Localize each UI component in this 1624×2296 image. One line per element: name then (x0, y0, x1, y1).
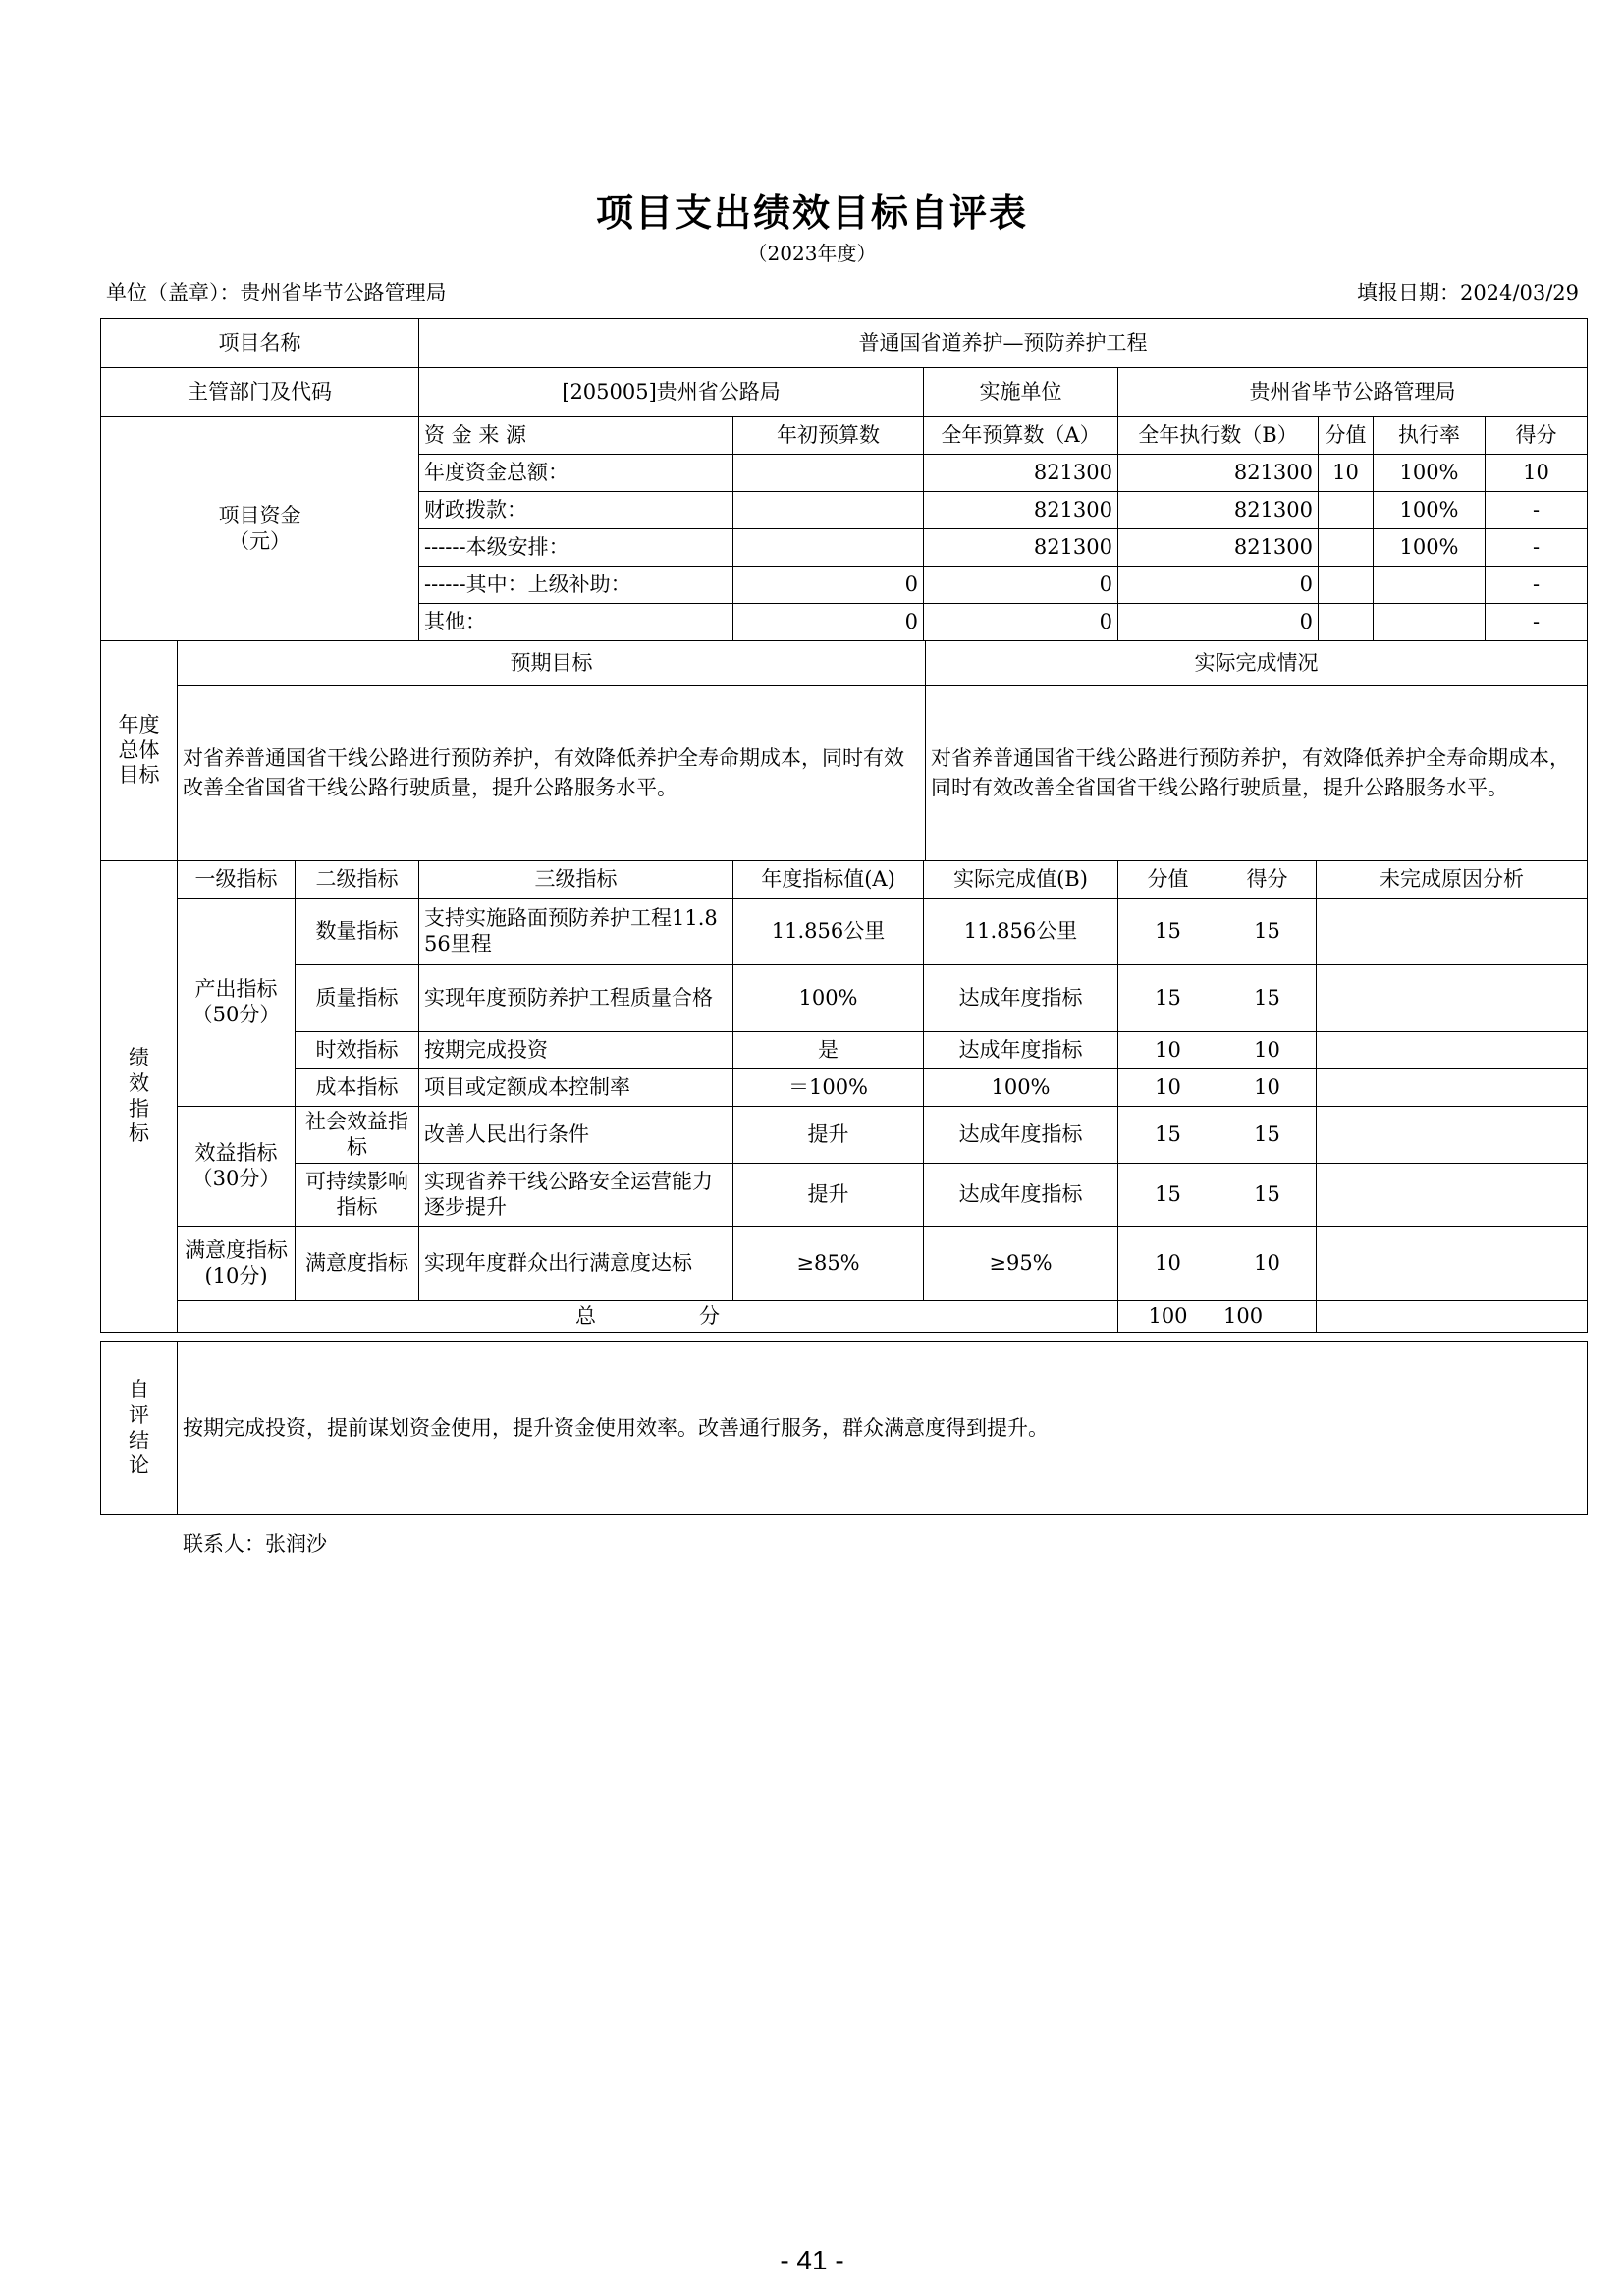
indicators-header-actual: 实际完成值(B) (924, 861, 1118, 899)
funds-header-source: 资 金 来 源 (419, 417, 733, 455)
indicator-reason (1317, 899, 1588, 965)
indicator-level1: 产出指标（50分） (178, 899, 296, 1107)
funds-executed: 821300 (1118, 529, 1319, 567)
indicator-score: 15 (1218, 1107, 1317, 1164)
indicator-actual: ≥95% (924, 1227, 1118, 1301)
indicators-header-score: 得分 (1218, 861, 1317, 899)
funds-rate (1374, 604, 1486, 641)
indicator-level3: 项目或定额成本控制率 (419, 1069, 733, 1107)
indicator-total-label: 总 分 (178, 1301, 1118, 1333)
indicator-level1: 满意度指标(10分) (178, 1227, 296, 1301)
indicator-level2: 数量指标 (296, 899, 419, 965)
indicator-score-value: 10 (1118, 1069, 1218, 1107)
indicator-score-value: 15 (1118, 1164, 1218, 1227)
conclusion-section-label (101, 1342, 178, 1515)
conclusion-row (101, 1342, 1588, 1515)
implementer-value: 贵州省毕节公路管理局 (1118, 368, 1588, 417)
goals-content-row (101, 686, 1588, 861)
funds-section-unit: （元） (229, 528, 291, 553)
indicator-score-value: 15 (1118, 899, 1218, 965)
funds-source: 年度资金总额： (419, 455, 733, 492)
indicator-target: 提升 (733, 1107, 924, 1164)
funds-header-rate: 执行率 (1374, 417, 1486, 455)
indicators-header-level2: 二级指标 (296, 861, 419, 899)
indicator-level3: 实现省养干线公路安全运营能力逐步提升 (419, 1164, 733, 1227)
indicator-reason (1317, 1032, 1588, 1069)
funds-executed: 821300 (1118, 492, 1319, 529)
conclusion-table (100, 1341, 1588, 1515)
page-title: 项目支出绩效目标自评表 (595, 191, 1028, 235)
funds-header-annual: 全年预算数（A） (924, 417, 1118, 455)
funds-initial: 0 (733, 567, 924, 604)
funds-annual: 821300 (924, 492, 1118, 529)
indicator-score-value: 15 (1118, 965, 1218, 1032)
indicator-level3: 实现年度群众出行满意度达标 (419, 1227, 733, 1301)
funds-rate: 100% (1374, 455, 1486, 492)
indicator-reason (1317, 1227, 1588, 1301)
indicator-actual: 100% (924, 1069, 1118, 1107)
indicator-total-reason (1317, 1301, 1588, 1333)
conclusion-text: 按期完成投资，提前谋划资金使用，提升资金使用效率。改善通行服务，群众满意度得到提升。 (178, 1342, 1588, 1515)
indicator-level2: 成本指标 (296, 1069, 419, 1107)
indicators-header-reason: 未完成原因分析 (1317, 861, 1588, 899)
indicators-header-row (101, 861, 1588, 899)
funds-score-value (1319, 529, 1374, 567)
funds-section-title: 项目资金 (218, 503, 301, 527)
indicator-reason (1317, 1164, 1588, 1227)
evaluation-form-table (100, 318, 1588, 417)
indicators-header-level3: 三级指标 (419, 861, 733, 899)
indicator-actual: 达成年度指标 (924, 1107, 1118, 1164)
funds-initial (733, 492, 924, 529)
funds-header-score: 得分 (1486, 417, 1588, 455)
goals-header-row (101, 641, 1588, 686)
indicator-level1: 效益指标（30分） (178, 1107, 296, 1227)
indicator-target: 提升 (733, 1164, 924, 1227)
funds-score-value (1319, 567, 1374, 604)
indicator-score: 10 (1218, 1227, 1317, 1301)
indicators-section-text: 绩效指标 (129, 1046, 149, 1146)
contact-person: 联系人：张润沙 (183, 1532, 327, 1556)
indicator-level3: 实现年度预防养护工程质量合格 (419, 965, 733, 1032)
funds-rate (1374, 567, 1486, 604)
fill-date: 填报日期：2024/03/29 (1356, 281, 1579, 304)
indicator-level2: 社会效益指标 (296, 1107, 419, 1164)
funds-header-row (101, 417, 1588, 455)
indicator-total-row (101, 1301, 1588, 1333)
indicator-score: 10 (1218, 1032, 1317, 1069)
goals-expected-text: 对省养普通国省干线公路进行预防养护，有效降低养护全寿命期成本，同时有效改善全省国省干线公路行驶质量，提升公路服务水平。 (178, 686, 926, 861)
indicator-total-score-value: 100 (1118, 1301, 1218, 1333)
indicator-target: 11.856公里 (733, 899, 924, 965)
funds-header-executed: 全年执行数（B） (1118, 417, 1319, 455)
funds-source: 其他： (419, 604, 733, 641)
indicator-total-score: 100 (1218, 1301, 1317, 1333)
indicator-level2: 时效指标 (296, 1032, 419, 1069)
unit-label: 单位（盖章）：贵州省毕节公路管理局 (106, 281, 447, 304)
indicators-header-target: 年度指标值(A) (733, 861, 924, 899)
goals-table (100, 640, 1588, 861)
department-row (101, 368, 1588, 417)
goals-expected-header: 预期目标 (178, 641, 926, 686)
indicator-score-value: 15 (1118, 1107, 1218, 1164)
department-label: 主管部门及代码 (101, 368, 419, 417)
indicator-level3: 支持实施路面预防养护工程11.856里程 (419, 899, 733, 965)
indicators-header-level1: 一级指标 (178, 861, 296, 899)
funds-initial: 0 (733, 604, 924, 641)
funds-table (100, 416, 1588, 641)
indicator-row (101, 965, 1588, 1032)
funds-score: - (1486, 567, 1588, 604)
indicator-target: ≥85% (733, 1227, 924, 1301)
indicators-table (100, 860, 1588, 1333)
indicator-actual: 达成年度指标 (924, 1032, 1118, 1069)
funds-executed: 0 (1118, 604, 1319, 641)
funds-section-label (101, 417, 419, 641)
indicator-reason (1317, 965, 1588, 1032)
funds-source: 财政拨款： (419, 492, 733, 529)
indicator-target: 100% (733, 965, 924, 1032)
funds-rate: 100% (1374, 492, 1486, 529)
conclusion-section-text: 自评结论 (129, 1378, 149, 1478)
funds-header-initial: 年初预算数 (733, 417, 924, 455)
indicator-score-value: 10 (1118, 1227, 1218, 1301)
department-value: [205005]贵州省公路局 (419, 368, 924, 417)
indicator-row (101, 1107, 1588, 1164)
funds-score: 10 (1486, 455, 1588, 492)
funds-rate: 100% (1374, 529, 1486, 567)
funds-annual: 821300 (924, 529, 1118, 567)
project-name-label: 项目名称 (101, 319, 419, 368)
project-name-row (101, 319, 1588, 368)
indicator-row (101, 1032, 1588, 1069)
funds-score-value: 10 (1319, 455, 1374, 492)
indicators-header-score-value: 分值 (1118, 861, 1218, 899)
indicator-row (101, 1227, 1588, 1301)
indicator-actual: 达成年度指标 (924, 1164, 1118, 1227)
indicators-section-label (101, 861, 178, 1333)
goals-section-label (101, 641, 178, 861)
indicator-reason (1317, 1107, 1588, 1164)
funds-score: - (1486, 529, 1588, 567)
funds-score-value (1319, 604, 1374, 641)
indicator-level3: 按期完成投资 (419, 1032, 733, 1069)
page-number: - 41 - (780, 2245, 844, 2275)
indicator-row (101, 1164, 1588, 1227)
goals-actual-text: 对省养普通国省干线公路进行预防养护，有效降低养护全寿命期成本，同时有效改善全省国省干线公路行驶质量，提升公路服务水平。 (926, 686, 1588, 861)
funds-initial (733, 455, 924, 492)
indicator-score: 15 (1218, 1164, 1317, 1227)
indicator-level2: 质量指标 (296, 965, 419, 1032)
indicator-row (101, 899, 1588, 965)
funds-executed: 0 (1118, 567, 1319, 604)
funds-annual: 821300 (924, 455, 1118, 492)
funds-score: - (1486, 604, 1588, 641)
funds-annual: 0 (924, 567, 1118, 604)
project-name-value: 普通国省道养护—预防养护工程 (419, 319, 1588, 368)
indicator-score: 10 (1218, 1069, 1317, 1107)
implementer-label: 实施单位 (924, 368, 1118, 417)
indicator-score: 15 (1218, 965, 1317, 1032)
page-subtitle: （2023年度） (747, 242, 877, 265)
goals-section-text: 年度总体目标 (118, 713, 160, 788)
indicator-reason (1317, 1069, 1588, 1107)
indicator-row (101, 1069, 1588, 1107)
funds-score: - (1486, 492, 1588, 529)
funds-executed: 821300 (1118, 455, 1319, 492)
funds-score-value (1319, 492, 1374, 529)
indicator-score-value: 10 (1118, 1032, 1218, 1069)
funds-annual: 0 (924, 604, 1118, 641)
indicator-target: 是 (733, 1032, 924, 1069)
indicator-score: 15 (1218, 899, 1317, 965)
indicator-level2: 满意度指标 (296, 1227, 419, 1301)
funds-initial (733, 529, 924, 567)
funds-header-score-value: 分值 (1319, 417, 1374, 455)
indicator-actual: 11.856公里 (924, 899, 1118, 965)
indicator-level3: 改善人民出行条件 (419, 1107, 733, 1164)
goals-actual-header: 实际完成情况 (926, 641, 1588, 686)
funds-source: ------其中：上级补助： (419, 567, 733, 604)
indicator-actual: 达成年度指标 (924, 965, 1118, 1032)
indicator-level2: 可持续影响指标 (296, 1164, 419, 1227)
funds-source: ------本级安排： (419, 529, 733, 567)
indicator-target: ＝100% (733, 1069, 924, 1107)
